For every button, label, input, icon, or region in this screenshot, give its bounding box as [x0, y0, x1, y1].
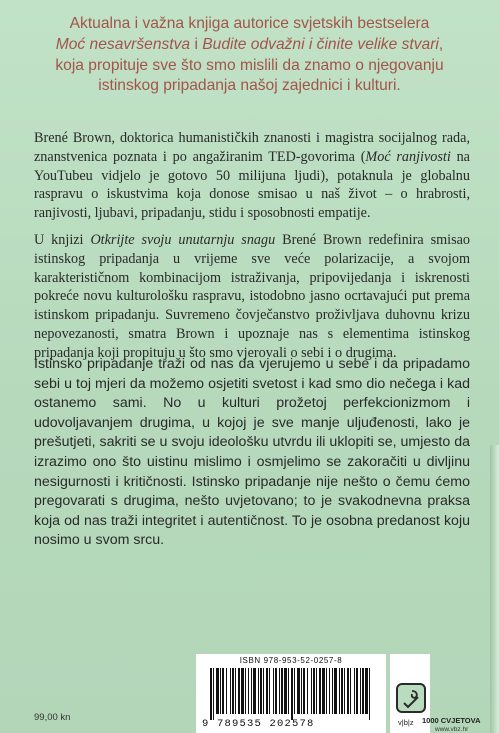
publisher-logo-label: v|b|z	[398, 718, 414, 727]
barcode-label	[196, 654, 386, 733]
author-paragraph-text-a: Brené Brown, doktorica humanističkih znanosti i magistra socijalnog rada, znanstvenica poznata i po angažiranim TED-govorima (	[34, 130, 470, 165]
blurb-comma: ,	[438, 35, 444, 53]
cover-edge	[490, 445, 499, 733]
cover-blurb	[22, 14, 477, 97]
barcode-number: 9 789535 202578	[202, 718, 315, 730]
blurb-book-title-2: Budite odvažni i činite velike stvari	[202, 35, 439, 53]
barcode-bars	[206, 668, 376, 720]
publisher-name: 1000 CVJETOVA	[422, 716, 481, 725]
blurb-line-1: Aktualna i važna knjiga autorice svjetskih bestselera	[69, 15, 430, 32]
book-paragraph	[34, 231, 470, 363]
author-paragraph	[34, 129, 470, 223]
publisher-logo-icon	[396, 683, 426, 713]
blurb-book-title-1: Moć nesavršenstva	[55, 35, 191, 53]
book-paragraph-text-b: Brené Brown redefinira smisao istinskog pripadanja u vrijeme sve veće polarizacije, a svojom karakterističnom kombinacijom istraživanja, pripovijedanja i iskrenosti pokreće novu kulturološku raspravu, istodobno jasno ocrtavajući put prema istinskom pripadanju. Suvremeno čovječanstvo proživljava duhovnu krizu nepovezanosti, smatra Brown i upoznaje nas s elementima istinskog pripadanja koji propituju u što smo vjerovali o sebi i o drugima.	[34, 232, 470, 361]
blurb-line-3: koja propituje sve što smo mislili da znamo o njegovanju	[55, 56, 444, 74]
blurb-conjunction: i	[190, 35, 203, 53]
book-paragraph-title: Otkrijte svoju unutarnju snagu	[90, 232, 276, 248]
isbn-text: ISBN 978-953-52-0257-8	[239, 656, 343, 665]
publisher-url: www.vbz.hr	[435, 726, 469, 733]
author-paragraph-talk-title: Moć ranjivosti	[365, 148, 451, 165]
book-paragraph-text-a: U knjizi	[34, 232, 91, 248]
belonging-paragraph: Istinsko pripadanje traži od nas da vjerujemo u sebe i da pripadamo sebi u toj mjeri da možemo osjetiti svetost i kad smo dio nečega i kad ostanemo sami. No u kulturi prožetoj perfekcionizmom i udovoljavanjem drugima, u kojoj je sve manje uljuđenosti, lako je prešutjeti, sakriti se u svoju ideološku utvrdu ili uklopiti se, umjesto da izrazimo ono što uistinu mislimo i osmjelimo se zakoračiti u divljinu nesigurnosti i kritičnosti. Istinsko pripadanje nije nešto o čemu ćemo pregovarati s drugima, nešto uvjetovano; to je svakodnevna praksa koja od nas traži integritet i autentičnost. To je osobna predanost koju nosimo u svom srcu.	[34, 356, 470, 549]
blurb-line-4: istinskog pripadanja našoj zajednici i kulturi.	[98, 77, 401, 95]
author-paragraph-text-b: na YouTubeu vidjelo je gotovo 50 milijuna ljudi), potaknula je globalnu raspravu o iskustvima koja donose smisao u naš život – o hrabrosti, ranjivosti, ljubavi, pripadanju, stidu i sposobnosti empatije.	[34, 148, 470, 222]
price-label: 99,00 kn	[34, 712, 71, 723]
